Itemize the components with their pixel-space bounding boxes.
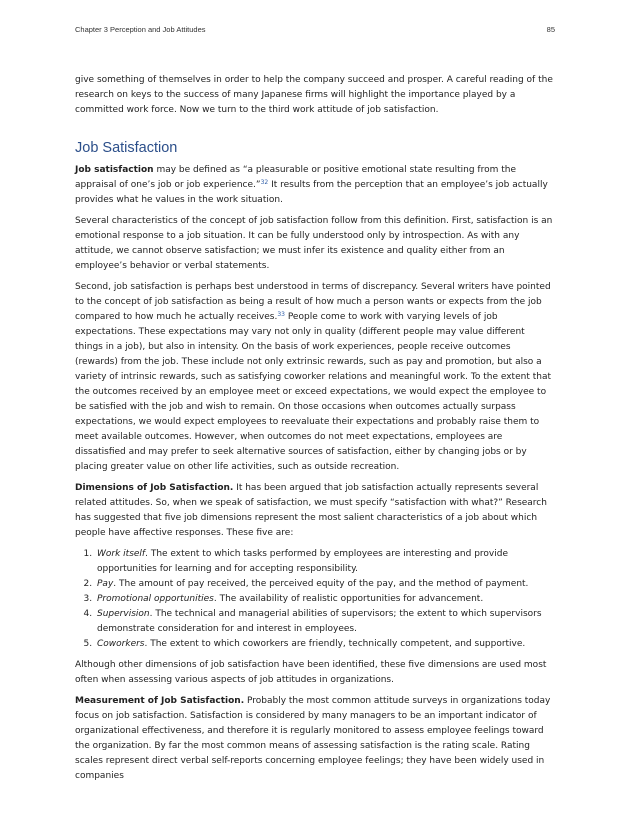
item-term: Work itself: [97, 549, 146, 559]
footnote-ref[interactable]: 32: [260, 179, 269, 186]
item-text: . The availability of realistic opportunities for advancement.: [213, 594, 484, 604]
paragraph: [75, 163, 555, 208]
text: It results from the perception that an employee’s job actually provides what he values in the work situation.: [75, 180, 548, 205]
item-term: Supervision: [97, 609, 150, 619]
text: Second, job satisfaction is perhaps best understood in terms of discrepancy. Several writers have pointed to the concept of job satisfaction as being a result of how much a person wants or expects from the job compared to how much he actually receives.: [75, 282, 551, 322]
item-text: . The extent to which coworkers are friendly, technically competent, and supportive.: [144, 639, 526, 649]
paragraph: give something of themselves in order to help the company succeed and prosper. A careful reading of the research on keys to the success of many Japanese firms will highlight the importance played by a committed work force. Now we turn to the third work attitude of job satisfaction.: [75, 75, 553, 115]
list-item: [95, 577, 555, 592]
item-text: . The amount of pay received, the perceived equity of the pay, and the method of payment.: [113, 579, 529, 589]
paragraph: [75, 694, 555, 784]
paragraph: [75, 280, 555, 475]
subheading: Dimensions of Job Satisfaction.: [75, 483, 234, 493]
page-number: 85: [546, 25, 555, 34]
item-text: . The technical and managerial abilities of supervisors; the extent to which supervisors demonstrate consideration for and interest in employees.: [97, 609, 542, 634]
text: may be defined as “a pleasurable or positive emotional state resulting from the appraisal of one’s job or job experience.”: [75, 165, 516, 190]
page-header: [75, 25, 555, 34]
item-text: . The extent to which tasks performed by employees are interesting and provide opportunities for learning and for accepting responsibility.: [97, 549, 508, 574]
list-item: [95, 637, 555, 652]
list-item: [95, 547, 555, 577]
text: Probably the most common attitude surveys in organizations today focus on job satisfaction. Satisfaction is considered by many managers to be an important indicator of organizational effectiveness, and therefore it is regularly monitored to assess employee feelings toward the organization. By far the most common means of assessing satisfaction is the rating scale. Rating scales represent direct verbal self-reports concerning employee feelings; they have been widely used in companies: [75, 696, 551, 781]
list-item: [95, 592, 555, 607]
page-content: [75, 73, 555, 790]
paragraph: Several characteristics of the concept of job satisfaction follow from this definition. First, satisfaction is an emotional response to a job situation. It can be fully understood only by introspection. As with any attitude, we cannot observe satisfaction; we must infer its existence and quality either from an employee’s behavior or verbal statements.: [75, 216, 553, 271]
subheading: Measurement of Job Satisfaction.: [75, 696, 245, 706]
text: It has been argued that job satisfaction actually represents several related attitudes. So, when we speak of satisfaction, we must specify “satisfaction with what?” Research has suggested that five job dimensions represent the most salient characteristics of a job about which people have affective responses. These five are:: [75, 483, 547, 538]
text: People come to work with varying levels of job expectations. These expectations may vary not only in quality (different people may value different things in a job), but also in intensity. On the basis of work experiences, people receive outcomes (rewards) from the job. These include not only extrinsic rewards, such as pay and promotion, but also a variety of intrinsic rewards, such as satisfying coworker relations and meaningful work. To the extent that the outcomes received by an employee meet or exceed expectations, we would expect the employee to be satisfied with the job and wish to remain. On those occasions when outcomes actually surpass expectations, we would expect employees to reevaluate their expectations and probably raise them to meet available outcomes. However, when outcomes do not meet expectations, employees are dissatisfied and may prefer to seek alternative sources of satisfaction, either by changing jobs or by placing greater value on other life activities, such as outside recreation.: [75, 312, 551, 472]
footnote-ref[interactable]: 33: [277, 311, 285, 318]
item-term: Pay: [97, 579, 114, 589]
list-item: [95, 607, 555, 637]
chapter-title: Chapter 3 Perception and Job Attitudes: [75, 25, 206, 34]
paragraph: Although other dimensions of job satisfaction have been identified, these five dimensions are used most often when assessing various aspects of job attitudes in organizations.: [75, 660, 547, 685]
term: Job satisfaction: [75, 165, 154, 175]
item-term: Promotional opportunities: [97, 594, 214, 604]
item-term: Coworkers: [97, 639, 145, 649]
dimensions-list: [75, 547, 555, 652]
paragraph: [75, 481, 555, 541]
section-heading: Job Satisfaction: [75, 140, 178, 156]
